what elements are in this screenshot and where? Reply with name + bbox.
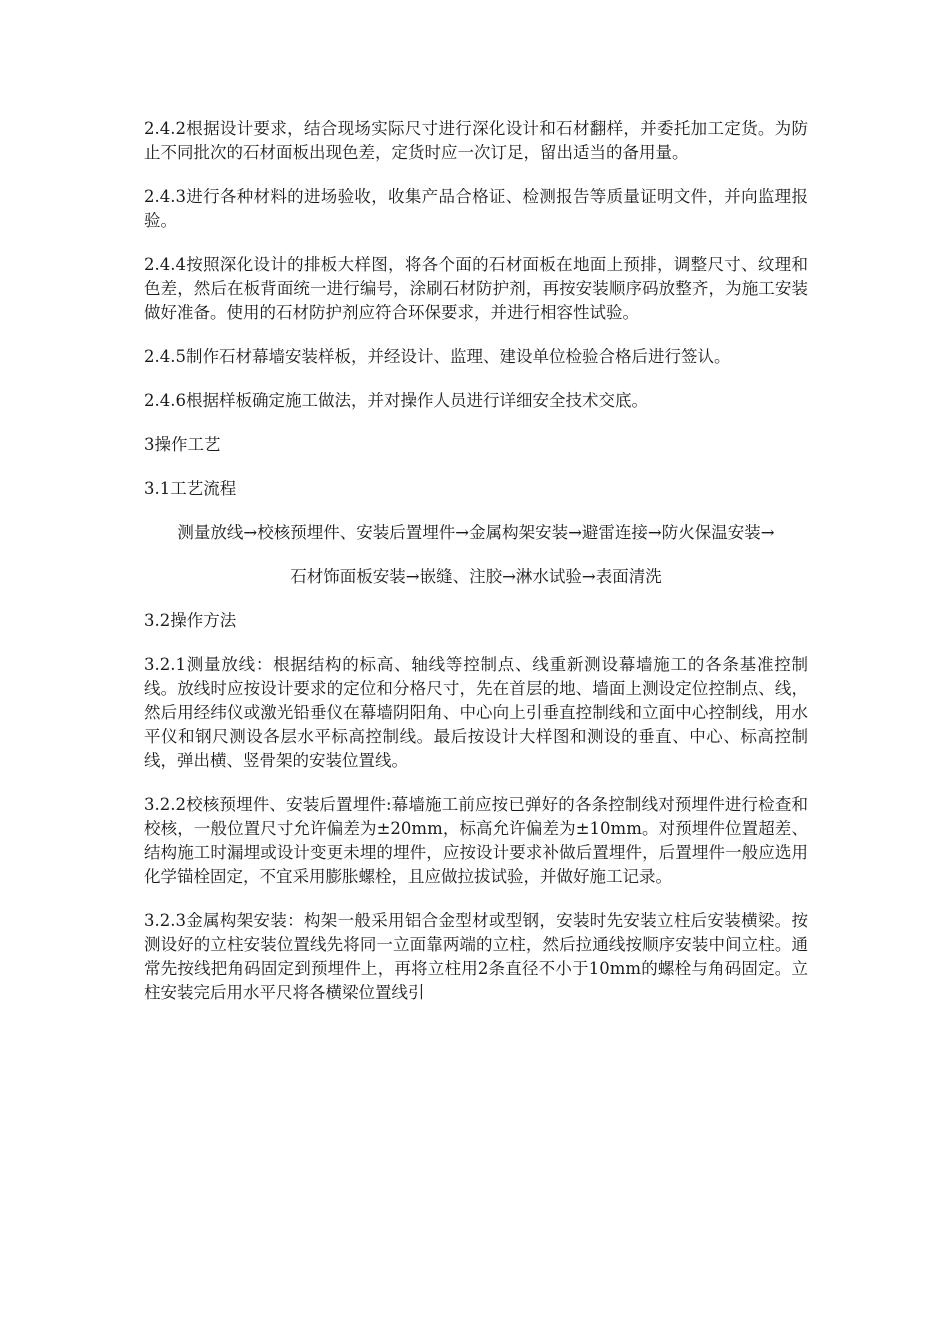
paragraph-2-4-5: 2.4.5制作石材幕墙安装样板，并经设计、监理、建设单位检验合格后进行签认。	[144, 347, 731, 366]
document-page	[144, 117, 808, 1025]
paragraph-2-4-2: 2.4.2根据设计要求，结合现场实际尺寸进行深化设计和石材翻样，并委托加工定货。为防止不同批次的石材面板出现色差，定货时应一次订足，留出适当的备用量。	[144, 119, 808, 162]
process-flow-line-2: 石材饰面板安装→嵌缝、注胶→淋水试验→表面清洗	[290, 567, 662, 586]
paragraph-2-4-3: 2.4.3进行各种材料的进场验收，收集产品合格证、检测报告等质量证明文件，并向监理报验。	[144, 187, 808, 230]
paragraph-2-4-6: 2.4.6根据样板确定施工做法，并对操作人员进行详细安全技术交底。	[144, 391, 648, 410]
process-flow-line-1: 测量放线→校核预埋件、安装后置埋件→金属构架安装→避雷连接→防火保温安装→	[177, 523, 775, 542]
paragraph-2-4-4: 2.4.4按照深化设计的排板大样图，将各个面的石材面板在地面上预排，调整尺寸、纹理和色差，然后在板背面统一进行编号，涂刷石材防护剂，再按安装顺序码放整齐，为施工安装做好准备。使用的石材防护剂应符合环保要求，并进行相容性试验。	[144, 255, 808, 322]
paragraph-3-2-1: 3.2.1测量放线：根据结构的标高、轴线等控制点、线重新测设幕墙施工的各条基准控制线。放线时应按设计要求的定位和分格尺寸，先在首层的地、墙面上测设定位控制点、线，然后用经纬仪或激光铅垂仪在幕墙阴阳角、中心向上引垂直控制线和立面中心控制线，用水平仪和钢尺测设各层水平标高控制线。最后按设计大样图和测设的垂直、中心、标高控制线，弹出横、竖骨架的安装位置线。	[144, 655, 808, 770]
section-heading-3-1: 3.1工艺流程	[144, 479, 237, 498]
section-heading-3-2: 3.2操作方法	[144, 611, 237, 630]
paragraph-3-2-3: 3.2.3金属构架安装：构架一般采用铝合金型材或型钢，安装时先安装立柱后安装横梁。按测设好的立柱安装位置线先将同一立面靠两端的立柱，然后拉通线按顺序安装中间立柱。通常先按线把角码固定到预埋件上，再将立柱用2条直径不小于10mm的螺栓与角码固定。立柱安装完后用水平尺将各横梁位置线引	[144, 911, 808, 1002]
paragraph-3-2-2: 3.2.2校核预埋件、安装后置埋件:幕墙施工前应按已弹好的各条控制线对预埋件进行检查和校核，一般位置尺寸允许偏差为±20mm，标高允许偏差为±10mm。对预埋件位置超差、结构施工时漏埋或设计变更未埋的埋件，应按设计要求补做后置埋件，后置埋件一般应选用化学锚栓固定，不宜采用膨胀螺栓，且应做拉拔试验，并做好施工记录。	[144, 795, 808, 886]
section-heading-3: 3操作工艺	[144, 435, 221, 454]
